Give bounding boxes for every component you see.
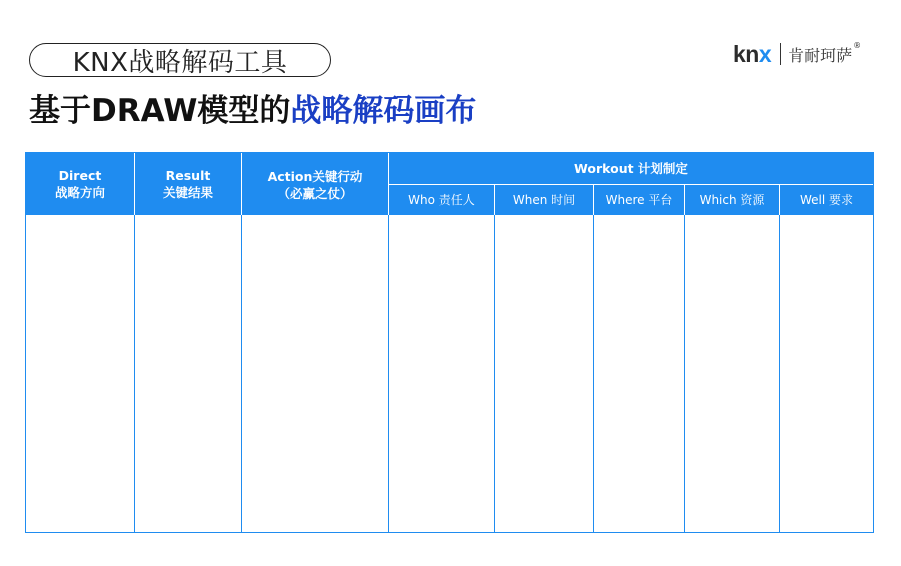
column-divider	[134, 215, 135, 533]
logo-kn: kn	[733, 40, 759, 67]
column-divider	[241, 215, 242, 533]
header-result	[135, 153, 241, 215]
logo-x: x	[758, 40, 772, 67]
header-divider	[241, 153, 242, 215]
header-direct-cn: 战略方向	[54, 185, 105, 200]
subheader-well	[780, 185, 873, 215]
header-divider	[779, 185, 780, 215]
logo-chinese: 肯耐珂萨	[788, 45, 853, 65]
subheader-which	[685, 185, 779, 215]
header-direct	[26, 153, 134, 215]
canvas-table	[25, 152, 874, 533]
header-workout-label: Workout 计划制定	[574, 161, 688, 176]
subheader-where	[594, 185, 684, 215]
page-title-accent: 战略解码画布	[290, 93, 477, 129]
header-direct-en: Direct	[58, 168, 102, 183]
cell-well[interactable]	[780, 215, 873, 531]
column-divider	[388, 215, 389, 533]
cell-who[interactable]	[389, 215, 494, 531]
page-title-prefix: 基于DRAW模型的	[29, 93, 291, 129]
cell-which[interactable]	[685, 215, 779, 531]
subheader-when-label: When 时间	[512, 193, 576, 207]
cell-result[interactable]	[135, 215, 241, 531]
header-result-en: Result	[165, 168, 211, 183]
column-divider	[684, 215, 685, 533]
column-divider	[779, 215, 780, 533]
cell-action[interactable]	[242, 215, 388, 531]
header-result-cn: 关键结果	[162, 185, 213, 200]
header-divider	[684, 185, 685, 215]
subheader-who	[389, 185, 494, 215]
header-action-en: Action关键行动	[267, 169, 363, 184]
registered-mark: ®	[853, 41, 862, 50]
page-title	[29, 88, 476, 134]
header-divider	[494, 185, 495, 215]
tool-title-pill	[29, 43, 331, 77]
knx-logo	[733, 41, 861, 67]
cell-when[interactable]	[495, 215, 593, 531]
subheader-which-label: Which 资源	[699, 193, 765, 207]
header-workout	[389, 153, 873, 184]
subheader-when	[495, 185, 593, 215]
subheader-where-label: Where 平台	[605, 193, 673, 207]
subheader-well-label: Well 要求	[799, 193, 854, 207]
header-divider	[389, 184, 873, 185]
cell-direct[interactable]	[26, 215, 134, 531]
header-divider	[134, 153, 135, 215]
header-action	[242, 153, 388, 215]
tool-title: KNX战略解码工具	[72, 47, 288, 78]
column-divider	[593, 215, 594, 533]
header-action-cn: （必赢之仗）	[277, 186, 353, 201]
column-divider	[494, 215, 495, 533]
cell-where[interactable]	[594, 215, 684, 531]
subheader-who-label: Who 责任人	[408, 193, 475, 207]
logo-divider	[780, 43, 782, 65]
header-divider	[593, 185, 594, 215]
